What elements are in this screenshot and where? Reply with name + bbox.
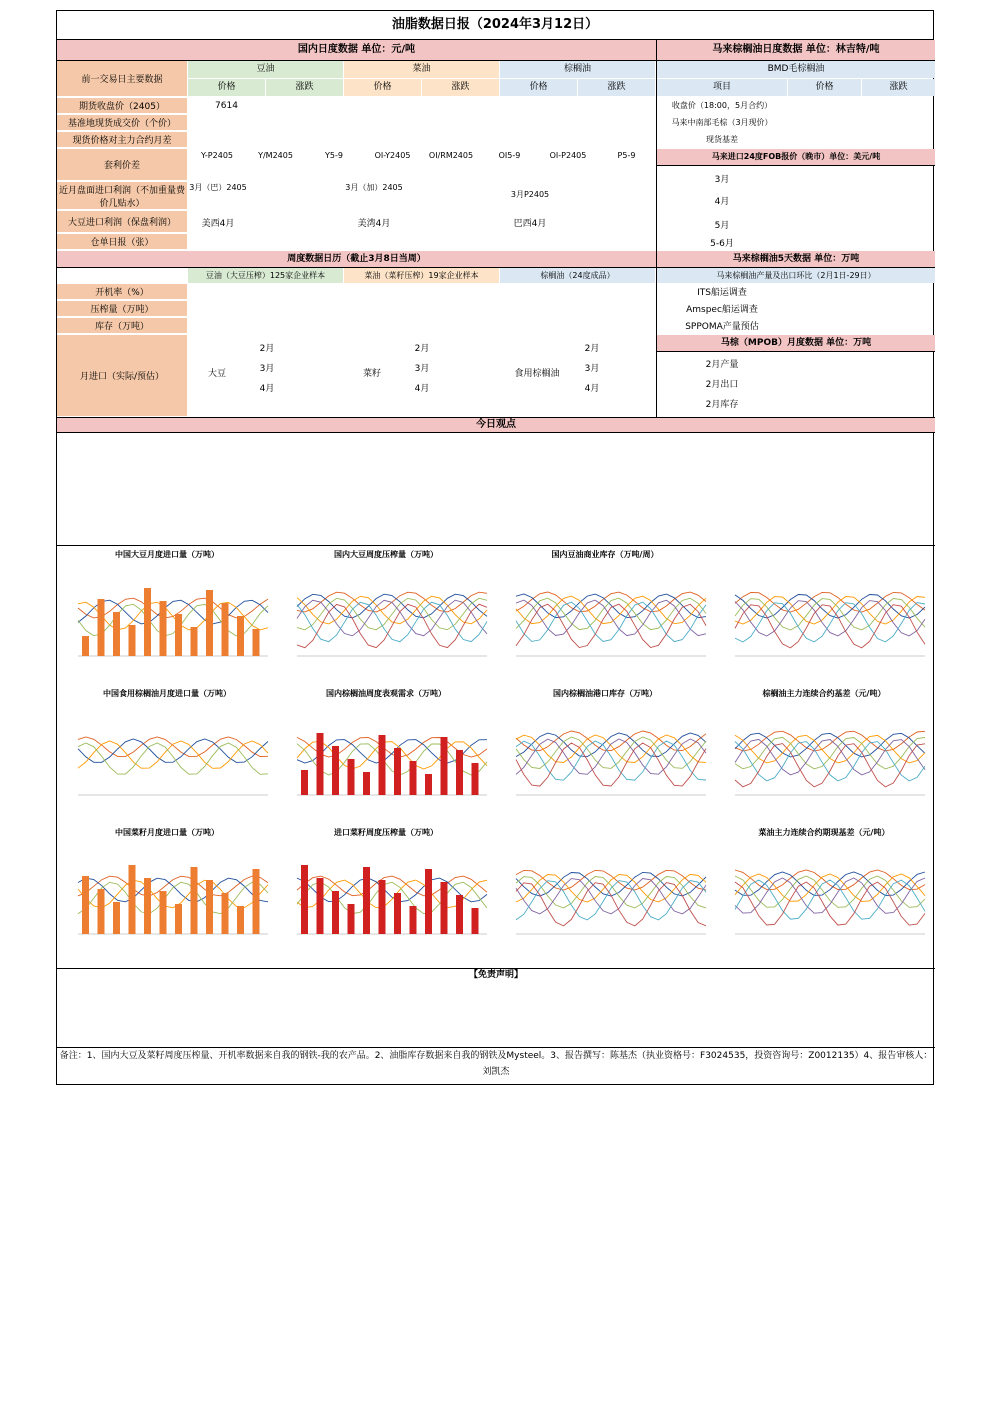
observation-title: 今日观点 [57,417,935,433]
chart-plot [58,561,274,681]
soy-change-header: 涨跌 [266,79,343,96]
bar [363,772,370,795]
weekly-col-rape: 菜油（菜籽压榨）19家企业样本 [344,268,499,283]
chart-plot [715,561,931,681]
chart-plot [715,700,931,820]
chart-title: 中国大豆月度进口量（万吨） [115,550,219,559]
bar [332,891,339,934]
bar [129,625,136,656]
bar [113,902,120,934]
bar [222,603,229,656]
fob-row-4: 5-6月 [710,239,734,249]
bar [191,867,198,934]
bar [348,759,355,795]
bar [363,867,370,934]
charts-grid [57,545,935,966]
chart-panel [715,688,933,824]
supply-amspec: Amspec船运调查 [686,305,758,315]
bar [441,737,448,795]
weekly-row-crush: 压榨量（万吨） [57,301,187,317]
series-line [516,592,706,612]
bar [456,895,463,934]
bar [379,880,386,934]
import-palm-label: 3月P2405 [510,190,550,199]
row-import-profit: 近月盘面进口利润（不加重量费价几贴水） [57,182,187,210]
mal-col-change: 涨跌 [862,79,935,96]
bar [82,876,89,934]
series-line [78,737,268,757]
palm-month-2: 3月 [584,364,600,374]
bar [206,880,213,934]
rape-price-header: 价格 [344,79,421,96]
bar [82,636,89,656]
crush-us-gulf: 美湾4月 [357,219,391,229]
chart-plot [277,839,493,959]
bar [379,735,386,795]
bar [348,904,355,934]
chart-plot [58,839,274,959]
soy-month-2: 3月 [259,364,275,374]
chart-panel [496,549,714,685]
bar [332,746,339,795]
spread-header: Y-P2405 [200,151,233,160]
notes: 备注：1、国内大豆及菜籽周度压榨量、开机率数据来自我的钢铁-我的农产品。2、油脂库存数据来自我的钢铁及Mysteel。3、报告撰写：陈基杰（执业资格号：F3024535，投资咨询号：Z0012135）4、报告审核人：刘凯杰 [57,1047,935,1086]
crush-brazil: 巴西4月 [513,219,547,229]
bar [394,748,401,795]
chart-panel [715,549,933,685]
weekly-row-stock: 库存（万吨） [57,318,187,334]
chart-title: 中国食用棕榈油月度进口量（万吨） [103,689,231,698]
rape-change-header: 涨跌 [422,79,499,96]
bar [206,590,213,656]
product-palm: 棕榈油 [500,61,655,78]
bar [98,599,105,656]
series-line [735,597,925,625]
bar [253,629,260,656]
soy-month-1: 2月 [259,344,275,354]
rape-month-3: 4月 [414,384,430,394]
chart-title: 棕榈油主力连续合约基差（元/吨） [762,689,886,698]
bar [237,906,244,934]
mpob-stock: 2月库存 [705,400,739,410]
chart-plot [277,700,493,820]
product-soy: 豆油 [188,61,343,78]
domestic-header: 国内日度数据 单位：元/吨 [57,40,657,61]
series-line [78,878,268,902]
imports-label: 月进口（实际/预估） [57,335,187,417]
spread-header: OI/RM2405 [428,151,474,160]
bar [472,763,479,795]
chart-title: 国内棕榈油港口库存（万吨） [553,689,657,698]
bar [301,865,308,934]
bar [317,733,324,795]
spread-header: P5-9 [617,151,636,160]
series-line [735,876,925,907]
malaysia-header: 马来棕榈油日度数据 单位：林吉特/吨 [657,40,935,61]
chart-title: 进口菜籽周度压榨量（万吨） [334,828,438,837]
row-futures-close: 期货收盘价（2405） [57,98,187,114]
bar [129,865,136,934]
bar [425,774,432,795]
bar [237,616,244,656]
chart-title: 国内大豆周度压榨量（万吨） [334,550,438,559]
series-line [735,744,925,787]
weekly-header: 周度数据日历（截止3月8日当周） [57,251,656,268]
chart-plot [58,700,274,820]
mpob-production: 2月产量 [705,360,739,370]
bar [175,904,182,934]
bar [456,750,463,795]
imports-soy-label: 大豆 [207,369,226,379]
crush-us-west: 美西4月 [201,219,235,229]
import-soy-label: 3月（巴）2405 [189,183,247,192]
bar [113,612,120,656]
soy-futures-close: 7614 [215,101,238,111]
weekly-row-rate: 开机率（%） [57,284,187,300]
spread-header: Y/M2405 [258,151,293,160]
bmd-section-label: BMD毛棕榈油 [657,61,935,78]
fob-row-1: 3月 [714,175,730,185]
mal-row-spot: 马来中南部毛棕（3月现价） [671,118,773,127]
chart-title: 菜油主力连续合约期现基差（元/吨） [758,828,890,837]
chart-panel [58,549,276,685]
chart-plot [715,839,931,959]
series-line [735,592,925,612]
soy-price-header: 价格 [188,79,265,96]
chart-title: 国内棕榈油周度表观需求（万吨） [326,689,446,698]
weekly-col-palm: 棕榈油（24度成品） [500,268,655,283]
series-line [297,604,487,648]
report [56,10,934,1085]
row-spot-price: 基准地现货成交价（个价） [57,115,187,131]
bar [410,906,417,934]
chart-panel [715,827,933,963]
palm-price-header: 价格 [500,79,577,96]
bar [222,893,229,934]
observation-text [61,432,931,544]
chart-title: 中国菜籽月度进口量（万吨） [115,828,219,837]
palm-change-header: 涨跌 [578,79,655,96]
row-arbitrage: 套利价差 [57,149,187,181]
malaysia-table [657,61,935,417]
disclaimer-text [61,981,931,1043]
soy-month-3: 4月 [259,384,275,394]
bar [425,869,432,934]
bar [144,878,151,934]
bar [441,882,448,934]
chart-panel [277,549,495,685]
chart-panel [496,688,714,824]
row-crush-profit: 大豆进口利润（保盘利润） [57,211,187,233]
bar [191,627,198,656]
series-line [735,599,925,631]
chart-plot [496,839,712,959]
bar [253,869,260,934]
bar [394,893,401,934]
fob-row-3: 5月 [714,221,730,231]
weekly-col-soy: 豆油（大豆压榨）125家企业样本 [188,268,343,283]
spread-header: OI-P2405 [549,151,587,160]
corner-label: 前一交易日主要数据 [57,61,187,97]
supply-sppoma: SPPOMA产量预估 [685,322,759,332]
bar [98,889,105,934]
bar [301,770,308,795]
series-line [735,880,925,919]
row-warehouse: 仓单日报（张） [57,234,187,250]
chart-plot [496,561,712,681]
mpob-header: 马棕（MPOB）月度数据 单位：万吨 [657,335,935,352]
chart-panel [496,827,714,963]
domestic-table [57,61,657,417]
fob-row-2: 4月 [714,197,730,207]
supply-its: ITS船运调查 [697,288,747,298]
mal-col-item: 项目 [657,79,787,96]
series-line [516,741,706,780]
chart-panel [58,827,276,963]
chart-panel [277,688,495,824]
bar [160,601,167,656]
mal-row-close: 收盘价（18:00，5月合约） [671,101,773,110]
chart-title [715,549,933,561]
chart-title: 国内豆油商业库存（万吨/周） [551,550,659,559]
spread-header: OI-Y2405 [374,151,411,160]
disclaimer-title: 【免责声明】 [57,968,935,981]
bar [472,908,479,934]
rape-month-2: 3月 [414,364,430,374]
imports-palm-label: 食用棕榈油 [514,369,560,379]
series-line [735,603,925,642]
chart-panel [277,827,495,963]
chart-panel [58,688,276,824]
supply-sub-header: 马来棕榈油产量及出口环比（2月1日-29日） [657,268,935,283]
palm-month-1: 2月 [584,344,600,354]
report-title: 油脂数据日报（2024年3月12日） [57,11,933,40]
chart-title [496,827,714,839]
import-rape-label: 3月（加）2405 [345,183,403,192]
rape-month-1: 2月 [414,344,430,354]
chart-plot [277,561,493,681]
mal-row-basis: 现货基差 [706,135,738,144]
series-line [516,733,706,757]
bar [175,614,182,656]
bar [410,761,417,795]
imports-rape-label: 菜籽 [362,369,381,379]
bar [144,588,151,656]
chart-plot [496,700,712,820]
spread-header: Y5-9 [325,151,343,160]
bar [317,878,324,934]
row-spot-spread: 现货价格对主力合约月差 [57,132,187,148]
mpob-export: 2月出口 [705,380,739,390]
bar [160,891,167,934]
palm-month-3: 4月 [584,384,600,394]
mal-col-price: 价格 [788,79,861,96]
product-rapeseed: 菜油 [344,61,499,78]
fob-header: 马来进口24度FOB报价（晚市）单位：美元/吨 [657,149,935,166]
spread-header: OI5-9 [498,151,521,160]
supply-header: 马来棕榈油5天数据 单位：万吨 [657,251,935,268]
